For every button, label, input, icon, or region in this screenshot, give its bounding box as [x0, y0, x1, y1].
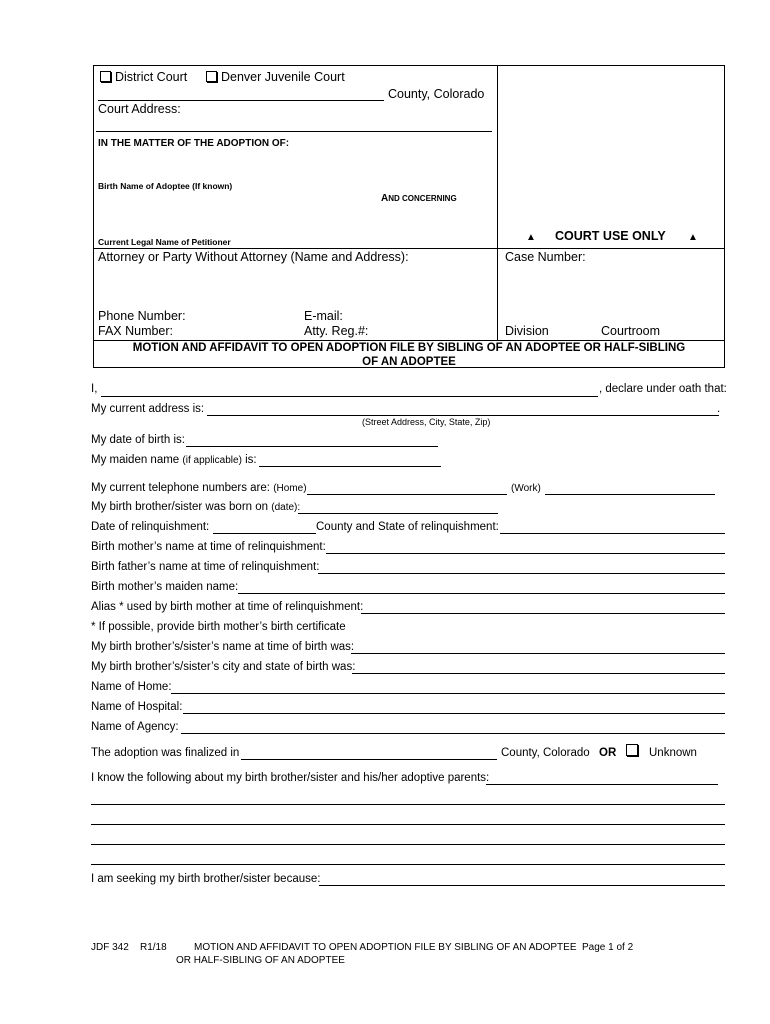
footer-page-number: Page 1 of 2: [582, 942, 634, 953]
email-label: E-mail:: [304, 309, 343, 323]
in-the-matter-heading: IN THE MATTER OF THE ADOPTION OF:: [98, 138, 290, 149]
alias-label: Alias * used by birth mother at time of relinquishment:: [91, 601, 364, 613]
maiden-name-field[interactable]: [259, 466, 441, 467]
court-use-only-label: COURT USE ONLY: [555, 229, 666, 243]
declarant-i-label: I,: [91, 383, 98, 395]
caption-hline-attorney: [93, 248, 725, 249]
know-field-first[interactable]: [486, 784, 718, 785]
dob-label: My date of birth is:: [91, 434, 185, 446]
court-address-label: Court Address:: [98, 102, 181, 116]
relinquishment-date-label: Date of relinquishment:: [91, 521, 210, 533]
home-name-label: Name of Home:: [91, 681, 172, 693]
mother-maiden-field[interactable]: [238, 593, 725, 594]
caption-box: [93, 65, 725, 368]
sibling-city-label: My birth brother’s/sister’s city and state of birth was:: [91, 661, 356, 673]
denver-juvenile-court-checkbox[interactable]: [206, 71, 217, 82]
know-field-line-3[interactable]: [91, 824, 725, 825]
maiden-name-label: My maiden name (if applicable) is:: [91, 454, 257, 466]
case-number-label: Case Number:: [505, 250, 586, 264]
current-legal-name-label: Current Legal Name of Petitioner: [98, 237, 231, 247]
alias-field[interactable]: [361, 613, 725, 614]
sibling-born-field[interactable]: [298, 513, 498, 514]
atty-reg-label: Atty. Reg.#:: [304, 324, 369, 338]
district-court-option[interactable]: District Court: [100, 70, 187, 84]
father-name-label: Birth father’s name at time of relinquishment:: [91, 561, 320, 573]
division-label: Division: [505, 324, 549, 338]
and-concerning-label: AND CONCERNING: [381, 193, 457, 204]
address-hint: (Street Address, City, State, Zip): [362, 417, 491, 427]
know-label: I know the following about my birth brother/sister and his/her adoptive parents:: [91, 772, 490, 784]
relinquishment-county-field[interactable]: [500, 533, 725, 534]
attorney-label: Attorney or Party Without Attorney (Name and Address):: [98, 250, 409, 264]
work-phone-field[interactable]: [545, 494, 715, 495]
agency-name-label: Name of Agency:: [91, 721, 179, 733]
sibling-city-field[interactable]: [352, 673, 725, 674]
district-court-checkbox[interactable]: [100, 71, 111, 82]
home-name-field[interactable]: [171, 693, 725, 694]
address-label: My current address is:: [91, 403, 205, 415]
birth-certificate-note: * If possible, provide birth mother’s birth certificate: [91, 621, 346, 633]
seeking-label: I am seeking my birth brother/sister because:: [91, 873, 321, 885]
unknown-option[interactable]: [626, 744, 642, 758]
sibling-name-field[interactable]: [351, 653, 725, 654]
mother-name-field[interactable]: [326, 553, 725, 554]
county-field[interactable]: [98, 100, 384, 101]
father-name-field[interactable]: [318, 573, 725, 574]
declarant-name-field[interactable]: [101, 396, 598, 397]
finalized-county-label: County, Colorado: [501, 747, 590, 759]
relinquishment-county-label: County and State of relinquishment:: [316, 521, 499, 533]
birth-name-adoptee-label: Birth Name of Adoptee (If known): [98, 181, 233, 191]
sibling-name-label: My birth brother’s/sister’s name at time of birth was:: [91, 641, 355, 653]
caption-divider: [497, 65, 498, 340]
agency-name-field[interactable]: [181, 733, 725, 734]
mother-maiden-label: Birth mother’s maiden name:: [91, 581, 239, 593]
finalized-label: The adoption was finalized in: [91, 747, 240, 759]
hospital-name-field[interactable]: [183, 713, 725, 714]
seeking-field[interactable]: [319, 885, 725, 886]
denver-juvenile-court-option[interactable]: Denver Juvenile Court: [206, 70, 345, 84]
work-phone-label: (Work): [511, 483, 541, 494]
fax-number-label: FAX Number:: [98, 324, 174, 338]
know-field-line-5[interactable]: [91, 864, 725, 865]
know-field-line-2[interactable]: [91, 804, 725, 805]
know-field-line-4[interactable]: [91, 844, 725, 845]
mother-name-label: Birth mother’s name at time of relinquishment:: [91, 541, 326, 553]
phone-label: My current telephone numbers are: (Home): [91, 482, 307, 494]
court-use-arrow-left-icon: ▲: [526, 232, 536, 243]
home-phone-field[interactable]: [307, 494, 507, 495]
or-label: OR: [599, 747, 617, 759]
address-field[interactable]: [207, 415, 719, 416]
relinquishment-date-field[interactable]: [213, 533, 316, 534]
hospital-name-label: Name of Hospital:: [91, 701, 183, 713]
form-title: MOTION AND AFFIDAVIT TO OPEN ADOPTION FILE BY SIBLING OF AN ADOPTEE OR HALF-SIBLING OF AN ADOPTEE: [132, 342, 686, 368]
dob-field[interactable]: [186, 446, 438, 447]
footer-title: MOTION AND AFFIDAVIT TO OPEN ADOPTION FILE BY SIBLING OF AN ADOPTEE OR HALF-SIBLING OF AN ADOPTEE: [176, 942, 577, 966]
sibling-born-label: My birth brother/sister was born on (date):: [91, 501, 301, 513]
unknown-checkbox[interactable]: [626, 744, 638, 756]
phone-number-label: Phone Number:: [98, 309, 186, 323]
footer-form-number: JDF 342: [91, 942, 129, 953]
court-use-arrow-right-icon: ▲: [688, 232, 698, 243]
footer-revision: R1/18: [140, 942, 167, 953]
courtroom-label: Courtroom: [601, 324, 661, 338]
declare-label: , declare under oath that:: [599, 383, 727, 395]
county-colorado-label: County, Colorado: [388, 87, 485, 101]
finalized-county-field[interactable]: [241, 759, 497, 760]
unknown-label: Unknown: [649, 747, 697, 759]
court-address-field[interactable]: [96, 131, 492, 132]
